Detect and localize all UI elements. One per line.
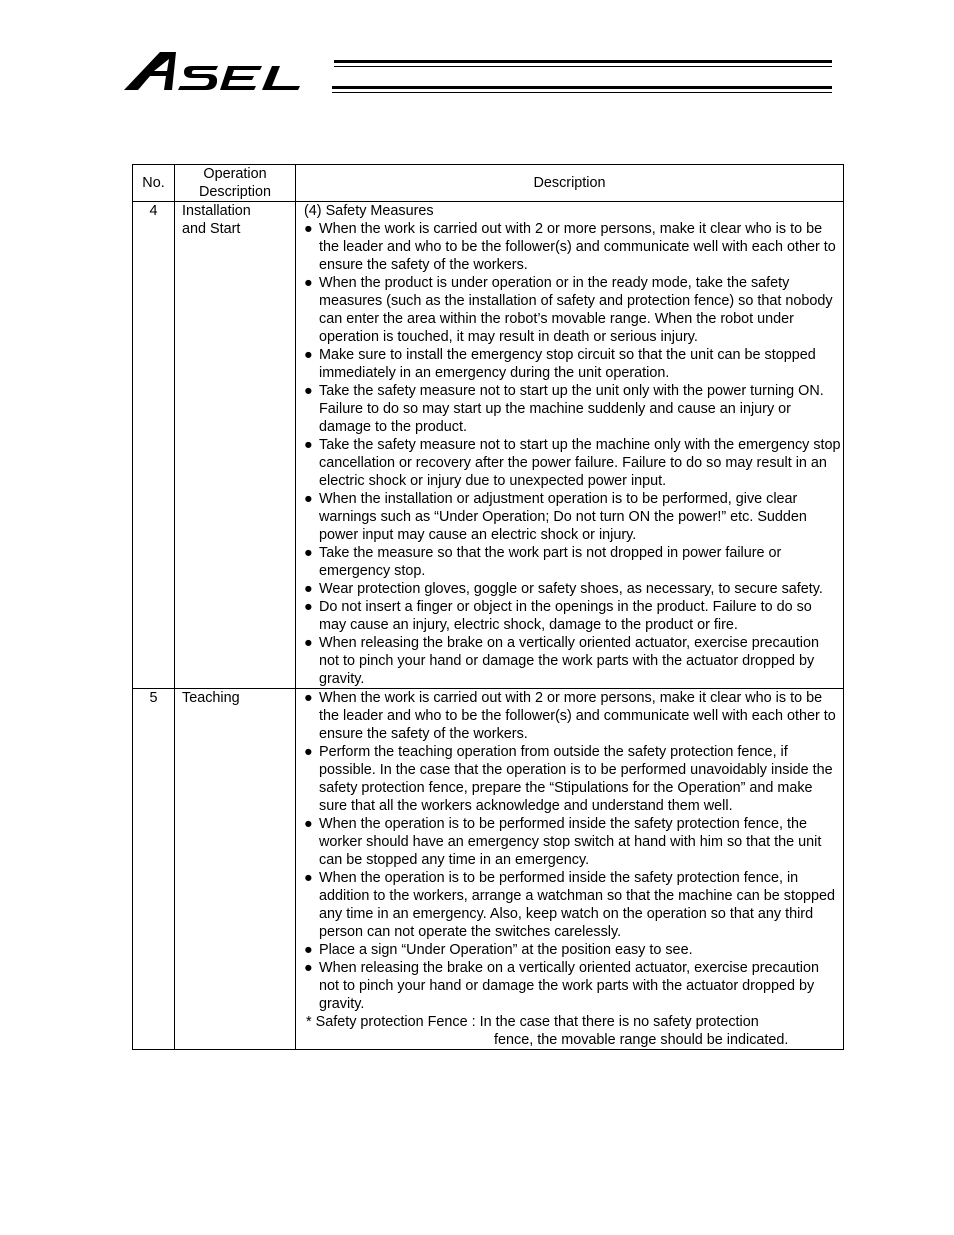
header-description: Description: [296, 165, 844, 202]
footnote-continuation: fence, the movable range should be indicated.: [494, 1032, 789, 1048]
list-item: [304, 220, 841, 274]
header-no: No.: [133, 165, 175, 202]
bullet-icon: ●: [304, 816, 313, 832]
row-number: 4: [133, 202, 175, 689]
table-row: [133, 689, 844, 1050]
list-item-text: When the operation is to be performed inside the safety protection fence, in addition to the workers, arrange a watchman so that the machine can be stopped any time in an emergency. Also, keep watch on the operation so that any third person can not operate the switches carelessly.: [319, 870, 835, 940]
list-item-text: Perform the teaching operation from outside the safety protection fence, if possible. In the case that the operation is to be performed unavoidably inside the safety protection fence, prepare the “Stipulations for the Operation” and make sure that all the workers acknowledge and understand them well.: [319, 744, 833, 814]
list-item: [304, 490, 841, 544]
list-item: [304, 941, 841, 959]
operation-text: Teaching: [182, 690, 240, 706]
list-item-text: When the work is carried out with 2 or more persons, make it clear who is to be the leader and who to be the follower(s) and communicate well with each other to ensure the safety of the workers.: [319, 221, 836, 273]
bullet-icon: ●: [304, 437, 313, 453]
list-item-text: When the installation or adjustment operation is to be performed, give clear warnings such as “Under Operation; Do not turn ON the power!” etc. Sudden power input may cause an electric shock or injury.: [319, 491, 807, 543]
bullet-icon: ●: [304, 275, 313, 291]
bullet-icon: ●: [304, 347, 313, 363]
operation-cell: [175, 689, 296, 1050]
list-item-text: When the product is under operation or in the ready mode, take the safety measures (such as the installation of safety and protection fence) so that nobody can enter the area within the robot’s movable range. When the robot under operation is touched, it may result in death or serious injury.: [319, 275, 833, 345]
section-heading: (4) Safety Measures: [304, 203, 434, 219]
bullet-icon: ●: [304, 221, 313, 237]
asel-logo: [120, 46, 835, 96]
description-cell: [296, 689, 844, 1050]
table-row: [133, 202, 844, 689]
list-item: [304, 274, 841, 346]
list-item-text: When the work is carried out with 2 or more persons, make it clear who is to be the leader and who to be the follower(s) and communicate well with each other to ensure the safety of the workers.: [319, 690, 836, 742]
bullet-icon: ●: [304, 942, 313, 958]
description-cell: [296, 202, 844, 689]
list-item: [304, 815, 841, 869]
safety-table: [132, 164, 844, 1050]
list-item: [304, 382, 841, 436]
list-item-text: Do not insert a finger or object in the openings in the product. Failure to do so may cause an injury, electric shock, damage to the product or fire.: [319, 599, 812, 633]
list-item: [304, 436, 841, 490]
list-item-text: Take the safety measure not to start up the unit only with the power turning ON. Failure to do so may start up the machine suddenly and cause an injury or damage to the product.: [319, 383, 824, 435]
header-operation: [175, 165, 296, 202]
list-item: [304, 689, 841, 743]
list-item: [304, 869, 841, 941]
table-body: [133, 202, 844, 1050]
list-item-text: Place a sign “Under Operation” at the position easy to see.: [319, 942, 693, 958]
bullet-icon: ●: [304, 744, 313, 760]
bullet-icon: ●: [304, 383, 313, 399]
table-header-row: [133, 165, 844, 202]
bullet-icon: ●: [304, 960, 313, 976]
list-item: [304, 598, 841, 634]
bullet-icon: ●: [304, 491, 313, 507]
asel-logo-graphic: [120, 46, 835, 96]
list-item-text: When the operation is to be performed inside the safety protection fence, the worker should have an emergency stop switch at hand with him so that the unit can be stopped any time in an emergency.: [319, 816, 822, 868]
bullet-list: [304, 220, 841, 688]
list-item: [304, 580, 841, 598]
list-item-text: Take the measure so that the work part is not dropped in power failure or emergency stop.: [319, 545, 782, 579]
list-item: [304, 959, 841, 1013]
bullet-icon: ●: [304, 870, 313, 886]
list-item: [304, 544, 841, 580]
bullet-icon: ●: [304, 599, 313, 615]
list-item-text: Make sure to install the emergency stop circuit so that the unit can be stopped immediately in an emergency during the unit operation.: [319, 347, 816, 381]
list-item-text: When releasing the brake on a vertically oriented actuator, exercise precaution not to pinch your hand or damage the work parts with the actuator dropped by gravity.: [319, 635, 819, 687]
list-item-text: Take the safety measure not to start up the machine only with the emergency stop cancellation or recovery after the power failure. Failure to do so may result in an electric shock or injury due to unexpected power input.: [319, 437, 841, 489]
list-item: [304, 634, 841, 688]
header-operation-text: Operation Description: [199, 166, 271, 200]
bullet-icon: ●: [304, 690, 313, 706]
list-item: [304, 346, 841, 382]
bullet-icon: ●: [304, 581, 313, 597]
row-number: 5: [133, 689, 175, 1050]
list-item: [304, 743, 841, 815]
list-item-text: Wear protection gloves, goggle or safety shoes, as necessary, to secure safety.: [319, 581, 823, 597]
bullet-icon: ●: [304, 635, 313, 651]
list-item-text: When releasing the brake on a vertically oriented actuator, exercise precaution not to pinch your hand or damage the work parts with the actuator dropped by gravity.: [319, 960, 819, 1012]
operation-cell: [175, 202, 296, 689]
bullet-list: [304, 689, 841, 1013]
bullet-icon: ●: [304, 545, 313, 561]
operation-text: Installation and Start: [182, 203, 251, 237]
footnote-line: * Safety protection Fence : In the case that there is no safety protection: [306, 1014, 759, 1030]
